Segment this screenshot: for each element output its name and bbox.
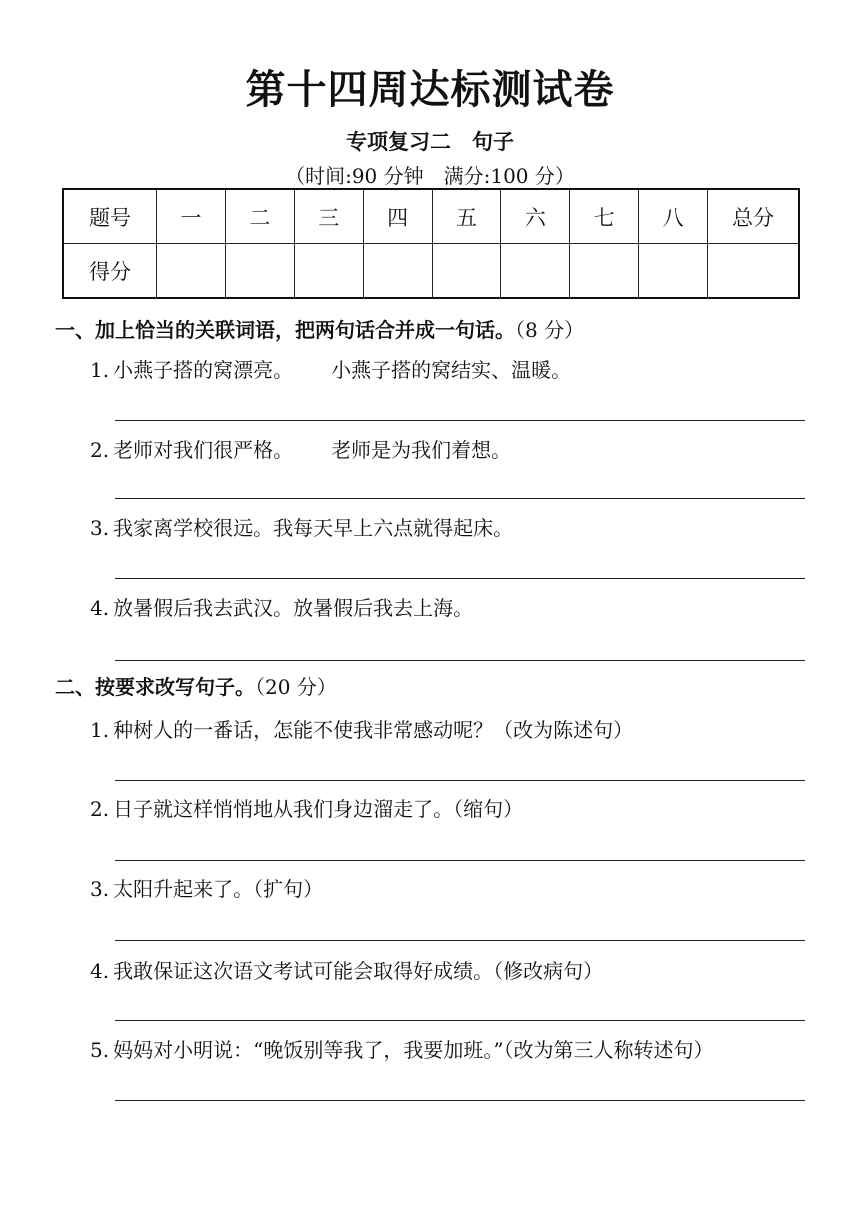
question-number: 5. (90, 1038, 110, 1062)
score-cell[interactable] (570, 244, 639, 299)
score-cell[interactable] (363, 244, 432, 299)
score-table-score-row (63, 244, 799, 299)
s2-question-4 (90, 955, 603, 984)
section-1-heading (55, 314, 584, 343)
question-text: 种树人的一番话，怎能不使我非常感动呢？（改为陈述句） (113, 718, 634, 742)
question-text: 我敢保证这次语文考试可能会取得好成绩。（修改病句） (113, 959, 604, 983)
question-text-2: 老师是为我们着想。 (331, 438, 512, 462)
section-2-points: （20 分） (255, 675, 337, 699)
question-text: 老师对我们很严格。 (113, 438, 294, 462)
s2-question-3 (90, 873, 323, 902)
s1-question-4 (90, 592, 473, 621)
s2-q5-answer-line[interactable] (115, 1100, 805, 1101)
question-number: 1. (90, 358, 110, 382)
section-2-heading (55, 671, 337, 700)
section-2-title: 二、按要求改写句子。 (55, 675, 255, 699)
score-cell[interactable] (157, 244, 226, 299)
score-cell[interactable] (225, 244, 294, 299)
s2-question-5 (90, 1034, 714, 1063)
s2-q1-answer-line[interactable] (115, 780, 805, 781)
question-number: 3. (90, 516, 110, 540)
question-number: 2. (90, 797, 110, 821)
column-cell-8: 八 (639, 189, 708, 244)
question-text: 妈妈对小明说：“晚饭别等我了，我要加班。”（改为第三人称转述句） (113, 1038, 714, 1062)
s1-q4-answer-line[interactable] (115, 660, 805, 661)
column-cell-3: 三 (294, 189, 363, 244)
s2-q2-answer-line[interactable] (115, 860, 805, 861)
question-text: 放暑假后我去武汉。放暑假后我去上海。 (113, 596, 474, 620)
question-text: 我家离学校很远。我每天早上六点就得起床。 (113, 516, 514, 540)
question-number: 4. (90, 959, 110, 983)
question-text: 日子就这样悄悄地从我们身边溜走了。（缩句） (113, 797, 524, 821)
section-1-points: （8 分） (515, 318, 585, 342)
question-text: 小燕子搭的窝漂亮。 (113, 358, 294, 382)
exam-title: 第十四周达标测试卷 (245, 66, 615, 113)
s2-question-2 (90, 793, 523, 822)
s2-q4-answer-line[interactable] (115, 1020, 805, 1021)
header-label-cell: 题号 (63, 189, 157, 244)
score-cell[interactable] (639, 244, 708, 299)
score-label-cell: 得分 (63, 244, 157, 299)
score-cell[interactable] (501, 244, 570, 299)
question-number: 3. (90, 877, 110, 901)
exam-time-and-score: （时间:90 分钟 满分:100 分） (285, 164, 575, 188)
total-label-cell: 总分 (708, 189, 800, 244)
score-table-header-row (63, 189, 799, 244)
column-cell-6: 六 (501, 189, 570, 244)
score-cell[interactable] (294, 244, 363, 299)
s1-q1-answer-line[interactable] (115, 420, 805, 421)
s1-question-2 (90, 434, 511, 463)
s2-q3-answer-line[interactable] (115, 940, 805, 941)
column-cell-4: 四 (363, 189, 432, 244)
question-number: 2. (90, 438, 110, 462)
column-cell-5: 五 (432, 189, 501, 244)
question-text: 太阳升起来了。（扩句） (113, 877, 324, 901)
column-cell-2: 二 (225, 189, 294, 244)
s1-q2-answer-line[interactable] (115, 498, 805, 499)
column-cell-7: 七 (570, 189, 639, 244)
section-1-title: 一、加上恰当的关联词语，把两句话合并成一句话。 (55, 318, 515, 342)
s1-question-1 (90, 354, 571, 383)
score-cell[interactable] (432, 244, 501, 299)
question-number: 1. (90, 718, 110, 742)
column-cell-1: 一 (157, 189, 226, 244)
s1-q3-answer-line[interactable] (115, 578, 805, 579)
exam-subtitle: 专项复习二 句子 (346, 130, 514, 154)
s2-question-1 (90, 714, 633, 743)
score-table (62, 188, 800, 299)
question-text-2: 小燕子搭的窝结实、温暖。 (331, 358, 572, 382)
total-score-cell[interactable] (708, 244, 800, 299)
s1-question-3 (90, 512, 513, 541)
question-number: 4. (90, 596, 110, 620)
